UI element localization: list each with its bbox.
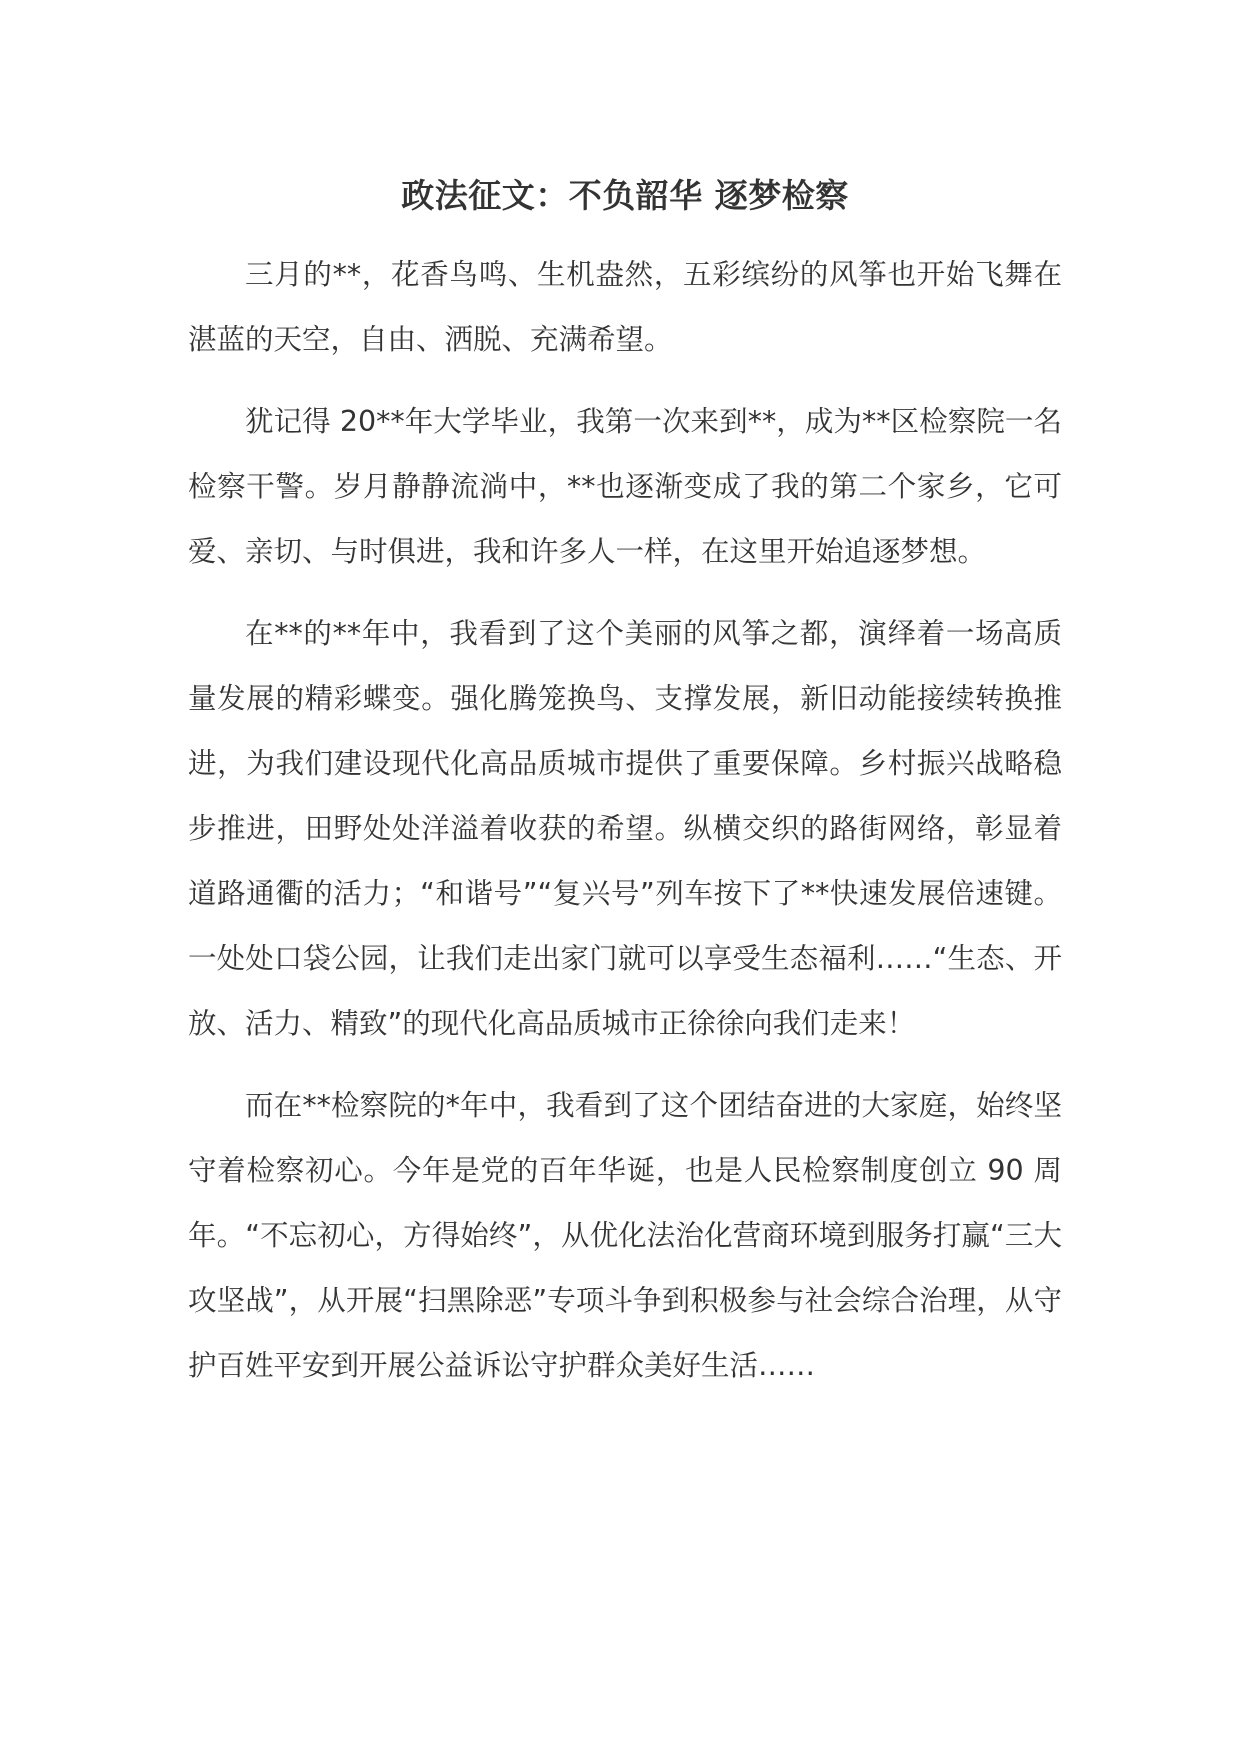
paragraph-2: 犹记得 20**年大学毕业，我第一次来到**，成为**区检察院一名检察干警。岁月静静流淌中，**也逐渐变成了我的第二个家乡，它可爱、亲切、与时俱进，我和许多人一样，在这里开始追逐梦想。 <box>188 405 1062 568</box>
paragraph-3: 在**的**年中，我看到了这个美丽的风筝之都，演绎着一场高质量发展的精彩蝶变。强化腾笼换鸟、支撑发展，新旧动能接续转换推进，为我们建设现代化高品质城市提供了重要保障。乡村振兴战略稳步推进，田野处处洋溢着收获的希望。纵横交织的路街网络，彰显着道路通衢的活力；“和谐号”“复兴号”列车按下了**快速发展倍速键。一处处口袋公园，让我们走出家门就可以享受生态福利……“生态、开放、活力、精致”的现代化高品质城市正徐徐向我们走来！ <box>188 617 1062 1040</box>
document-body <box>188 172 1062 1415</box>
paragraph-1: 三月的**，花香鸟鸣、生机盎然，五彩缤纷的风筝也开始飞舞在湛蓝的天空，自由、洒脱、充满希望。 <box>188 258 1062 356</box>
document-title: 政法征文：不负韶华 逐梦检察 <box>401 176 849 215</box>
paragraph-4: 而在**检察院的*年中，我看到了这个团结奋进的大家庭，始终坚守着检察初心。今年是党的百年华诞，也是人民检察制度创立 90 周年。“不忘初心，方得始终”，从优化法治化营商环境到服务打赢“三大攻坚战”，从开展“扫黑除恶”专项斗争到积极参与社会综合治理，从守护百姓平安到开展公益诉讼守护群众美好生活…… <box>188 1089 1063 1382</box>
